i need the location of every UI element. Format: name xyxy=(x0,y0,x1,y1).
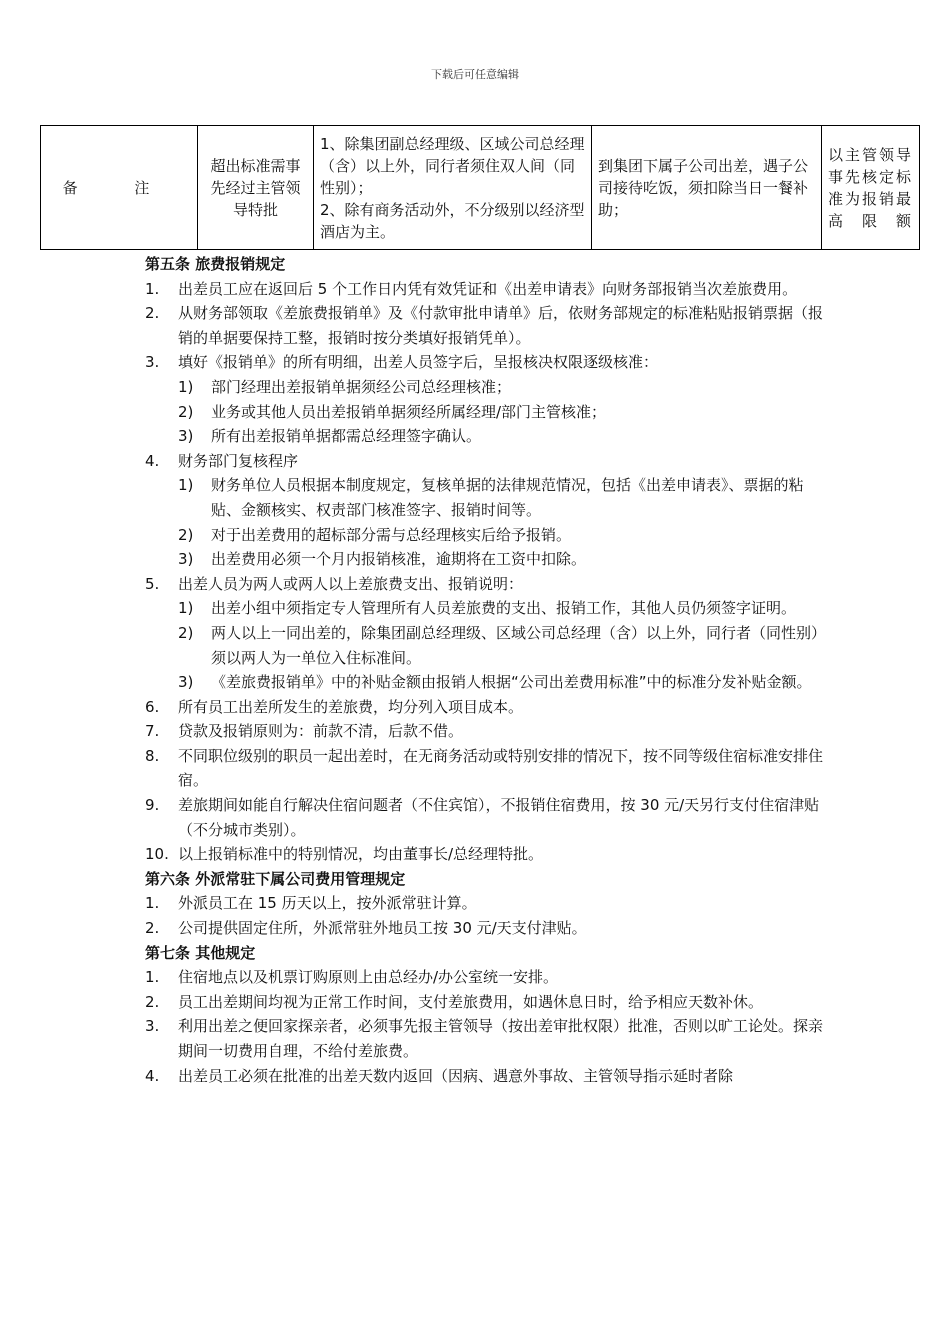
item-text: 从财务部领取《差旅费报销单》及《付款审批申请单》后，依财务部规定的标准粘贴报销票据（报销的单据要保持工整，报销时按分类填好报销凭单）。 xyxy=(178,304,824,347)
item-text: 《差旅费报销单》中的补贴金额由报销人根据“公司出差费用标准”中的标准分发补贴金额。 xyxy=(211,673,812,692)
list-item xyxy=(145,793,825,842)
item-text: 不同职位级别的职员一起出差时，在无商务活动或特别安排的情况下，按不同等级住宿标准安排住宿。 xyxy=(178,746,824,790)
item-text: 两人以上一同出差的，除集团副总经理级、区域公司总经理（含）以上外，同行者（同性别）须以两人为一单位入住标准间。 xyxy=(211,623,819,667)
sub-list-item xyxy=(145,375,825,400)
remarks-label-cell: 备 注 xyxy=(41,126,198,250)
list-item xyxy=(145,277,825,302)
list-item xyxy=(145,301,825,350)
item-number: 2. xyxy=(145,304,160,323)
item-number: 4. xyxy=(145,451,160,470)
item-number: 1) xyxy=(178,377,194,396)
item-text: 贷款及报销原则为：前款不清，后款不借。 xyxy=(178,722,464,741)
sub-list-item xyxy=(145,400,825,425)
meal-cell: 到集团下属子公司出差，遇子公司接待吃饭，须扣除当日一餐补助； xyxy=(592,126,822,250)
item-text: 所有出差报销单据都需总经理签字确认。 xyxy=(211,427,482,446)
list-item xyxy=(145,572,825,597)
section-5-title: 第五条 旅费报销规定 xyxy=(145,255,286,273)
list-item xyxy=(145,1064,825,1089)
item-number: 3) xyxy=(178,550,194,569)
section-7-title: 第七条 其他规定 xyxy=(145,943,256,962)
list-item xyxy=(145,719,825,744)
item-number: 2. xyxy=(145,992,160,1011)
list-item xyxy=(145,695,825,720)
item-number: 3) xyxy=(178,673,194,692)
accommodation-line: 1、除集团副总经理级、区域公司总经理（含）以上外，同行者须住双人间（同性别）； xyxy=(320,134,585,197)
item-text: 员工出差期间均视为正常工作时间，支付差旅费用，如遇休息日时，给予相应天数补休。 xyxy=(178,992,764,1011)
item-text: 差旅期间如能自行解决住宿问题者（不住宾馆），不报销住宿费用，按 30 元/天另行支付住宿津贴（不分城市类别）。 xyxy=(178,796,820,839)
item-number: 8. xyxy=(145,746,160,765)
item-number: 5. xyxy=(145,574,160,593)
section-5-list xyxy=(145,277,825,867)
section-6-list xyxy=(145,891,825,940)
sub-list-item xyxy=(145,473,825,522)
item-text: 以上报销标准中的特别情况，均由董事长/总经理特批。 xyxy=(178,845,544,864)
item-text: 公司提供固定住所，外派常驻外地员工按 30 元/天支付津贴。 xyxy=(178,919,587,938)
list-item xyxy=(145,891,825,916)
accommodation-line: 2、除有商务活动外，不分级别以经济型酒店为主。 xyxy=(320,200,585,241)
item-number: 3. xyxy=(145,353,160,372)
section-6-title: 第六条 外派常驻下属公司费用管理规定 xyxy=(145,869,406,888)
item-number: 2) xyxy=(178,623,194,642)
item-text: 出差小组中须指定专人管理所有人员差旅费的支出、报销工作，其他人员仍须签字证明。 xyxy=(211,599,797,618)
item-text: 对于出差费用的超标部分需与总经理核实后给予报销。 xyxy=(211,525,572,544)
list-item xyxy=(145,916,825,941)
sub-list-item xyxy=(145,621,825,670)
sub-list-item xyxy=(145,547,825,572)
item-number: 2) xyxy=(178,402,194,421)
item-number: 1. xyxy=(145,894,160,913)
item-text: 出差人员为两人或两人以上差旅费支出、报销说明： xyxy=(178,574,524,593)
item-number: 1. xyxy=(145,968,160,987)
item-number: 2. xyxy=(145,919,160,938)
item-text: 出差员工应在返回后 5 个工作日内凭有效凭证和《出差申请表》向财务部报销当次差旅费用。 xyxy=(178,279,798,298)
limit-cell: 以主管领导事先核定标准为报销最高限额 xyxy=(822,126,920,250)
list-item xyxy=(145,990,825,1015)
item-number: 1) xyxy=(178,476,194,495)
item-number: 1. xyxy=(145,279,160,298)
item-text: 所有员工出差所发生的差旅费，均分列入项目成本。 xyxy=(178,697,524,716)
item-number: 2) xyxy=(178,525,194,544)
item-text: 部门经理出差报销单据须经公司总经理核准； xyxy=(211,377,512,396)
list-item xyxy=(145,744,825,793)
item-number: 1) xyxy=(178,599,194,618)
list-item xyxy=(145,350,825,375)
item-number: 6. xyxy=(145,697,160,716)
item-text: 出差员工必须在批准的出差天数内返回（因病、遇意外事故、主管领导指示延时者除 xyxy=(178,1066,734,1085)
sub-list-item xyxy=(145,424,825,449)
item-number: 4. xyxy=(145,1066,160,1085)
accommodation-cell xyxy=(314,126,592,250)
item-number: 3. xyxy=(145,1017,160,1036)
page-header: 下载后可任意编辑 xyxy=(431,68,519,81)
item-number: 7. xyxy=(145,722,160,741)
item-text: 外派员工在 15 历天以上，按外派常驻计算。 xyxy=(178,894,477,913)
item-text: 住宿地点以及机票订购原则上由总经办/办公室统一安排。 xyxy=(178,968,559,987)
item-number: 3) xyxy=(178,427,194,446)
list-item xyxy=(145,965,825,990)
list-item xyxy=(145,449,825,474)
item-text: 业务或其他人员出差报销单据须经所属经理/部门主管核准； xyxy=(211,402,607,421)
document-body xyxy=(145,252,825,1088)
remarks-table xyxy=(40,125,920,250)
table-row xyxy=(41,126,920,250)
section-7-list xyxy=(145,965,825,1088)
item-text: 出差费用必须一个月内报销核准，逾期将在工资中扣除。 xyxy=(211,550,587,569)
item-text: 填好《报销单》的所有明细，出差人员签字后，呈报核决权限逐级核准： xyxy=(178,353,659,372)
item-text: 财务部门复核程序 xyxy=(178,451,299,470)
sub-list-item xyxy=(145,523,825,548)
item-text: 财务单位人员根据本制度规定，复核单据的法律规范情况，包括《出差申请表》、票据的粘贴、金额核实、权责部门核准签字、报销时间等。 xyxy=(211,476,804,519)
item-number: 10. xyxy=(145,845,169,864)
sub-list-item xyxy=(145,596,825,621)
list-item xyxy=(145,1014,825,1063)
item-text: 利用出差之便回家探亲者，必须事先报主管领导（按出差审批权限）批准，否则以旷工论处。探亲期间一切费用自理，不给付差旅费。 xyxy=(178,1017,824,1060)
sub-list-item xyxy=(145,670,825,695)
item-number: 9. xyxy=(145,796,160,815)
approval-cell: 超出标准需事先经过主管领导特批 xyxy=(198,126,314,250)
list-item xyxy=(145,842,825,867)
